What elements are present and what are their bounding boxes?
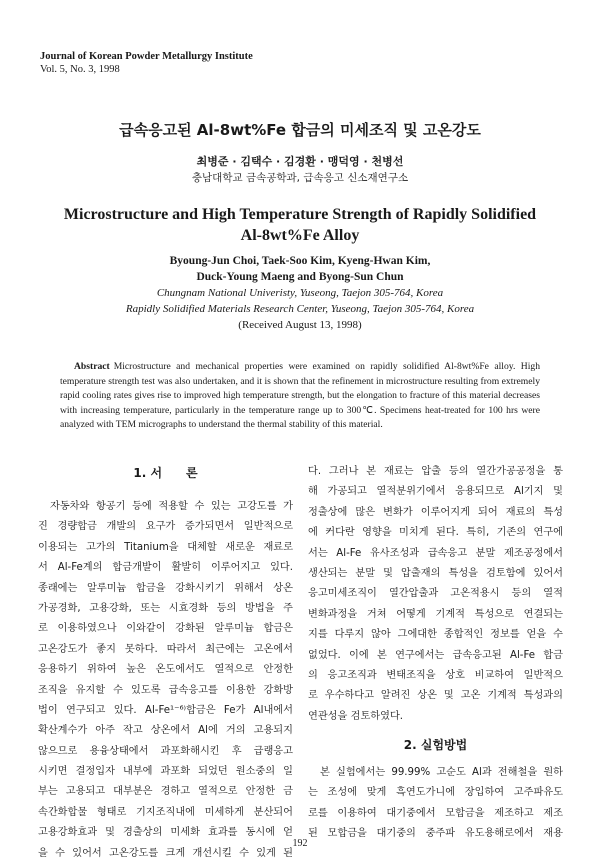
text-line: 속간화합물 형태로 기지조직내에 미세하게 분산되어 (38, 806, 293, 818)
text-line: 에 커다란 영향을 미치게 된다. 특히, 기존의 연구에 (308, 527, 563, 539)
text-line: 고온강도가 좋지 못하다. 따라서 최근에는 고온에서 (38, 643, 293, 655)
text-line: 서 Al-Fe계의 합금개발이 활발히 이루어지고 있다. (38, 562, 293, 574)
korean-authors: 최병준 · 김택수 · 김경환 · 맹덕영 · 천병선 (196, 155, 404, 168)
text-line: 자동차와 항공기 등에 적용할 수 있는 고강도를 가 (50, 501, 293, 512)
english-title-line2: Al-8wt%Fe Alloy (240, 227, 360, 244)
english-affiliation (0, 285, 600, 333)
journal-header (40, 50, 253, 76)
text-line: 정출상에 많은 변화가 이루어지게 되어 재료의 특성 (308, 506, 563, 518)
english-authors (0, 253, 600, 285)
text-line: 해 가공되고 열적분위기에서 응용되므로 Al기지 및 (308, 486, 563, 498)
text-line: 응용하기 위하여 높은 온도에서도 열적으로 안정한 (38, 664, 293, 676)
text-line: 의 응고조직과 변태조직을 상호 비교하여 일반적으 (308, 669, 563, 681)
text-line: 없었다. 이에 본 연구에서는 급속응고된 Al-Fe 합금 (308, 649, 563, 661)
text-line: 가공경화, 고용강화, 또는 시효경화 등의 방법을 주 (38, 602, 293, 614)
section-1-body (38, 497, 293, 864)
abstract-text: Microstructure and mechanical properties were examined on rapidly solidified Al-8wt%Fe alloy. High temperature strength test was also undertaken, and it is shown that the refinement in microstructure resulting from extremely rapid cooling rates gives rise to improved high temperature strength, but the elongation to fracture of this material decreases with increasing temperature, particularly in the temperature range up to 300℃. Specimens heat-treated for 100 hrs were analyzed with TEM micrographs to understand the thermal stability of this material. (60, 361, 540, 430)
text-line: 부는 고용되고 대부분은 경하고 열적으로 안정한 금 (38, 786, 293, 798)
section-1-heading: 1. 서 론 (133, 466, 198, 480)
text-line: 않으므로 용융상태에서 과포화해시킨 후 급랭응고 (38, 745, 293, 757)
text-line: 서는 Al-Fe 유사조성과 급속응고 분말 제조공정에서 (308, 547, 563, 559)
text-line: 본 실험에서는 99.99% 고순도 Al과 전해철을 원하 (320, 767, 563, 779)
text-line: 생산되는 분말 및 압출재의 특성을 검토함에 있어서 (308, 567, 563, 579)
right-column (308, 462, 563, 845)
text-line: 다. 그러나 본 재료는 압출 등의 열간가공공정을 통 (308, 466, 563, 477)
text-line: 로 이용하였으나 이와같이 강화된 알루미늄 합금은 (38, 623, 293, 635)
text-line: 로를 이용하여 대기중에서 모합금을 제조하고 제조 (308, 807, 563, 819)
section-2-heading: 2. 실험방법 (403, 738, 468, 753)
journal-volume: Vol. 5, No. 3, 1998 (40, 64, 120, 75)
section-2-body (308, 763, 563, 845)
korean-affiliation: 충남대학교 금속공학과, 급속응고 신소재연구소 (191, 172, 409, 184)
text-line: 는 조성에 맞게 흑연도가니에 장입하여 고주파유도 (308, 787, 563, 799)
page-number: 192 (292, 838, 308, 849)
english-authors-line1: Byoung-Jun Choi, Taek-Soo Kim, Kyeng-Hwan Kim, (169, 255, 431, 267)
text-line: 연관성을 검토하였다. (308, 710, 404, 722)
text-line: 로 우수하다고 알려진 상온 및 고온 기계적 특성과의 (308, 690, 563, 702)
english-title-line1: Microstructure and High Temperature Strength of Rapidly Solidified (63, 206, 537, 223)
text-line: 조직을 유지할 수 있도록 급속응고를 이용한 강화방 (38, 684, 293, 696)
korean-title: 급속응고된 Al-8wt%Fe 합금의 미세조직 및 고온강도 (119, 121, 481, 139)
text-line: 종래에는 알루미늄 합금을 강화시키기 위해서 상온 (38, 582, 293, 594)
received-date: (Received August 13, 1998) (238, 319, 362, 331)
text-line: 변화과정을 거쳐 어떻게 기계적 특성으로 연결되는 (308, 608, 563, 620)
text-line: 이용되는 고가의 Titanium을 대체할 새로운 재료로 (38, 541, 293, 553)
text-line: 법이 연구되고 있다. Al-Fe¹⁻⁶⁾합금은 Fe가 Al내에서 (38, 704, 293, 716)
left-column (38, 460, 293, 864)
text-line: 확산계수가 아주 작고 상온에서 Al에 거의 고용되지 (38, 725, 293, 737)
abstract (60, 360, 540, 433)
text-line: 을 수 있어서 고온강도를 크게 개선시킬 수 있게 된 (38, 847, 293, 859)
text-line: 지를 다루지 않아 그에대한 종합적인 정보를 얻을 수 (308, 629, 563, 641)
text-line: 된 모합금을 대기중의 중주파 유도용해로에서 재용 (308, 828, 563, 840)
right-column-body (308, 462, 563, 727)
journal-name: Journal of Korean Powder Metallurgy Institute (40, 51, 253, 62)
english-title (0, 204, 600, 246)
text-line: 응고미세조직이 열간압출과 고온적용시 등의 열적 (308, 588, 563, 600)
english-authors-line2: Duck-Young Maeng and Byong-Sun Chun (196, 271, 404, 283)
affiliation-line1: Chungnam National Univeristy, Yuseong, Taejon 305-764, Korea (156, 287, 444, 299)
affiliation-line2: Rapidly Solidified Materials Research Center, Yuseong, Taejon 305-764, Korea (125, 303, 475, 315)
abstract-label: Abstract (74, 361, 110, 372)
text-line: 시키면 결정입자 내부에 과포화 되었던 원소중의 일 (38, 766, 293, 778)
text-line: 고용강화효과 및 경출상의 미세화 효과를 동시에 얻 (38, 827, 293, 839)
text-line: 진 경량합금 개발의 요구가 증가되면서 일반적으로 (38, 521, 293, 533)
